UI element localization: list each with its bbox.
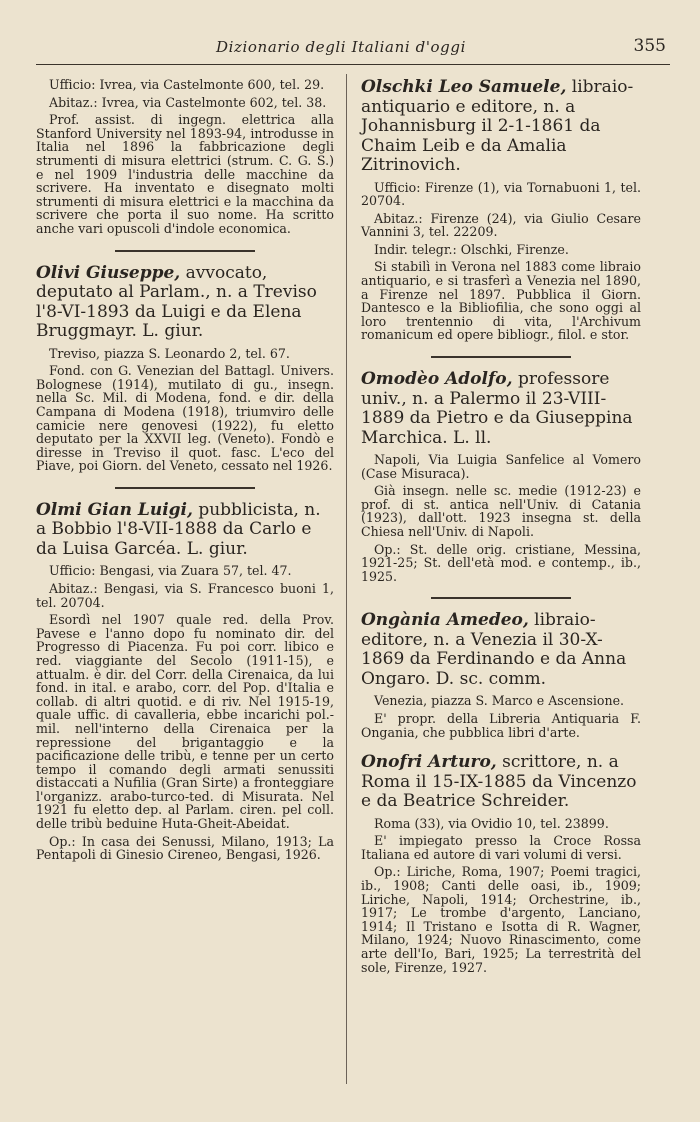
entry-paragraph: E' propr. della Libreria Antiquaria F. Ongania, che pubblica libri d'arte. [361,710,641,740]
entry-description: scrittore, n. a Roma il 15-IX-1885 da Vincenzo e da Beatrice Schreider. [361,752,637,812]
entry-separator [431,356,571,358]
entry-heading [361,78,641,176]
entry-name: Onofri Arturo, [361,752,497,773]
entry-paragraph: Op.: In casa dei Senussi, Milano, 1913; La Pentapoli di Ginesio Cireneo, Bengasi, 1926. [36,833,334,863]
entry-name: Olivi Giuseppe, [36,262,181,283]
entry-continued [36,78,334,236]
entry-paragraph: Indir. telegr.: Olschki, Firenze. [374,241,569,257]
entry-description: pubblicista, n. a Bobbio l'8-VII-1888 da Carlo e da Luisa Garcéa. L. giur. [36,499,321,559]
entry-paragraph: Già insegn. nelle sc. medie (1912-23) e prof. di st. antica nell'Univ. di Catania (1923), dall'ott. 1923 insegna st. della Chiesa nell'Univ. di Napoli. [361,483,641,539]
entry-paragraph: Abitaz.: Ivrea, via Castelmonte 602, tel. 38. [49,94,327,110]
entry-description: avvocato, deputato al Parlam., n. a Treviso l'8-VI-1893 da Luigi e da Elena Bruggmayr. L. giur. [36,262,317,342]
entry-paragraph: Napoli, Via Luigia Sanfelice al Vomero (Case Misuraca). [361,452,641,481]
entry-name: Olmi Gian Luigi, [36,499,193,520]
left-column [36,78,334,876]
entry-separator [115,487,255,489]
entry-paragraph: Ufficio: Firenze (1), via Tornabuoni 1, tel. 20704. [361,179,641,209]
entry-heading [36,501,334,560]
entry-paragraph: Abitaz.: Firenze (24), via Giulio Cesare Vannini 3, tel. 22209. [361,210,641,240]
entry-heading [361,370,641,448]
entry-paragraph: Op.: Liriche, Roma, 1907; Poemi tragici, ib., 1908; Canti delle oasi, ib., 1909; Liriche, Napoli, 1914; Orchestrine, ib., 1917; Le trombe d'argento, Lanciano, 1914; Il Tristano e Isotta di R. Wagner, Milano, 1924; Nuovo Rinascimento, come arte dell'Io, Bari, 1925; La terrestrità del sole, Firenze, 1927. [361,864,641,975]
column-divider [346,74,347,1084]
entry-paragraph: Si stabilì in Verona nel 1883 come libraio antiquario, e si trasferì a Venezia nel 1890, a Firenze nel 1897. Pubblica il Giorn. Dantesco e la Bibliofilia, che sono oggi al loro trentennio di vita, l'Archivum romanicum ed opere bibliogr., filol. e stor. [361,259,641,343]
entry-heading [361,753,641,812]
entry-paragraph: Ufficio: Ivrea, via Castelmonte 600, tel. 29. [49,77,325,92]
entry-paragraph: Prof. assist. di ingegn. elettrica alla Stanford University nel 1893-94, introdusse in Italia nel 1896 la fabbricazione degli strumenti di misura elettrici (strum. C. G. S.) e nel 1909 l'industria delle macchine da scrivere. Ha inventato e disegnato molti strumenti di misura elettrici e la macchina da scrivere che porta il suo nome. Ha scritto anche vari opuscoli d'indole economica. [36,112,334,236]
entry-paragraph: Treviso, piazza S. Leonardo 2, tel. 67. [49,345,290,361]
entry-paragraph: Fond. con G. Venezian del Battagl. Univers. Bolognese (1914), mutilato di gu., insegn. nella Sc. Mil. di Modena, fond. e dir. della Campana di Modena (1918), triumviro delle camicie nere genovesi (1922), fu eletto deputato per la XXVII leg. (Veneto). Fondò e diresse in Treviso il quot. fasc. L'eco del Piave, poi Giorn. del Veneto, cessato nel 1926. [36,363,334,474]
entry-separator [431,597,571,599]
entry-description: libraio-editore, n. a Venezia il 30-X-1869 da Ferdinando e da Anna Ongaro. D. sc. comm. [361,610,627,689]
entry-description: professore univ., n. a Palermo il 23-VIII-1889 da Pietro e da Giuseppina Marchica. L. ll. [361,369,633,448]
running-title: Dizionario degli Italiani d'oggi [216,38,466,56]
entry-name: Ongània Amedeo, [361,610,529,631]
entry-paragraph: E' impiegato presso la Croce Rossa Italiana ed autore di vari volumi di versi. [361,833,641,862]
page-header [36,34,670,65]
entry-heading [361,611,641,689]
entry-heading [36,264,334,342]
entry-paragraph: Op.: St. delle orig. cristiane, Messina, 1921-25; St. dell'età mod. e contemp., ib., 1925. [361,541,641,584]
entry-paragraph: Roma (33), via Ovidio 10, tel. 23899. [374,815,609,831]
entry-paragraph: Abitaz.: Bengasi, via S. Francesco buoni 1, tel. 20704. [36,580,334,610]
entry-olivi [36,264,334,473]
entry-paragraph: Ufficio: Bengasi, via Zuara 57, tel. 47. [49,563,292,579]
entry-paragraph: Venezia, piazza S. Marco e Ascensione. [374,693,625,709]
entry-name: Olschki Leo Samuele, [361,77,567,97]
entry-name: Omodèo Adolfo, [361,369,513,390]
entry-olmi [36,501,334,862]
entry-olschki [361,78,641,342]
entry-ongania [361,611,641,739]
entry-omodeo [361,370,641,583]
entry-onofri [361,753,641,974]
page-number: 355 [633,36,666,56]
entry-separator [115,250,255,252]
entry-paragraph: Esordì nel 1907 quale red. della Prov. Pavese e l'anno dopo fu nominato dir. del Progresso di Piacenza. Fu poi corr. libico e red. viaggiante del Secolo (1911-15), e attualm. è dir. del Corr. della Cirenaica, da lui fond. in ital. e arabo, corr. del Pop. d'Italia e collab. di altri quotid. e di riv. Nel 1915-19, quale uffic. di cavalleria, ebbe incarichi pol.-mil. nell'interno della Cirenaica per la repressione del brigantaggio e la pacificazione delle tribù, e tenne per un certo tempo il comando degli armati senussiti distaccati a Nufilia (Gran Sirte) a fronteggiare l'organizz. arabo-turco-ted. di Misurata. Nel 1921 fu eletto dep. al Parlam. ciren. pel coll. delle tribù beduine Huta-Gheit-Abeidat. [36,612,334,832]
entry-description: libraio-antiquario e editore, n. a Johannisburg il 2-1-1861 da Chaim Leib e da Amalia Zitrinovich. [361,77,634,175]
right-column [361,78,641,988]
